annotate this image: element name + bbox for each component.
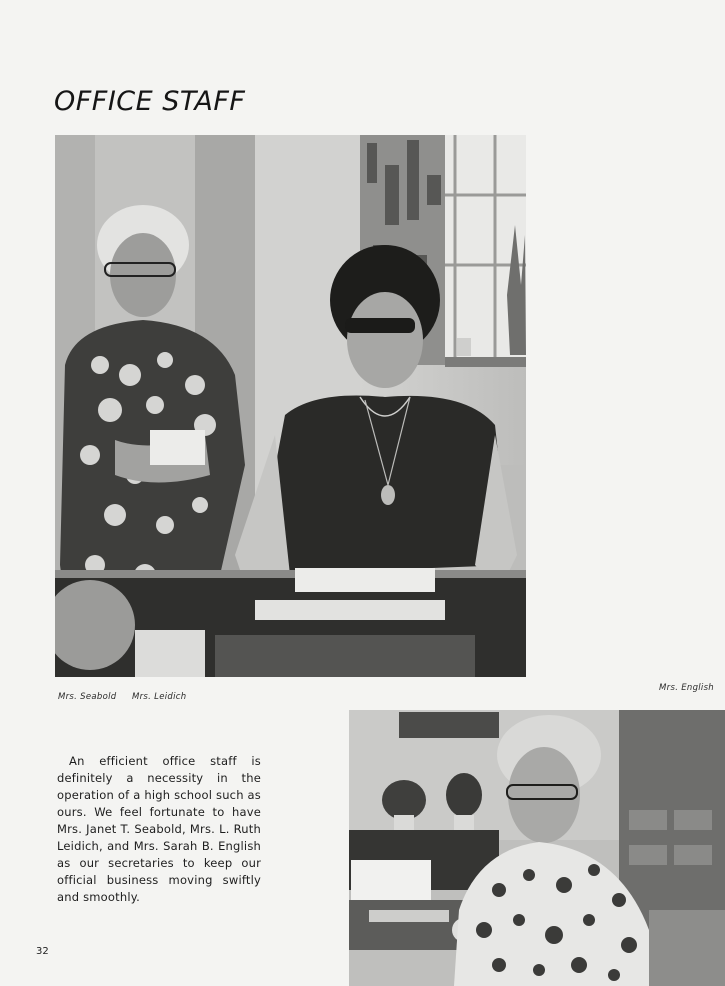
caption-leidich: Mrs. Leidich [132,692,187,702]
caption-english: Mrs. English [659,683,714,693]
body-paragraph: An efficient office staff is definitely a necessity in the operation of a high school such as ours. We feel fortunate to have Mrs. Janet T. Seabold, Mrs. L. Ruth Leidich, and Mrs. Sarah B. English as our secretaries to keep our official business moving swiftly and smoothly. [57,754,261,904]
caption-seabold: Mrs. Seabold [58,692,117,702]
page-title: OFFICE STAFF [54,86,246,117]
photo-seabold-leidich [55,135,526,677]
photo-english [349,710,725,986]
page-number: 32 [36,946,49,957]
